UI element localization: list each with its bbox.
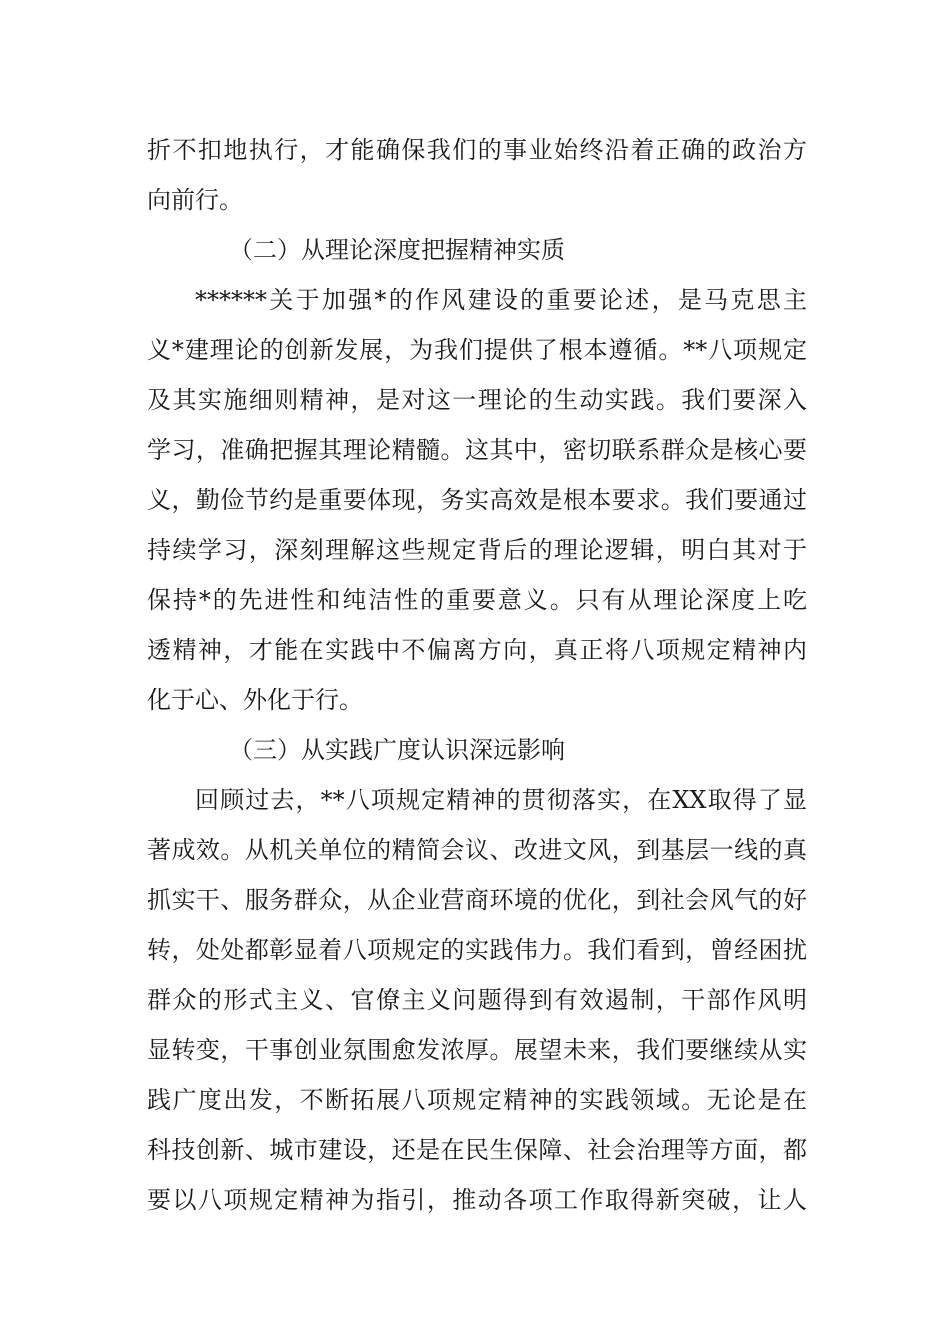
body-text-line: 转，处处都彰显着八项规定的实践伟力。我们看到，曾经困扰 (147, 936, 807, 964)
body-text-line: 持续学习，深刻理解这些规定背后的理论逻辑，明白其对于 (147, 536, 807, 564)
body-text-line: 向前行。 (147, 186, 243, 214)
body-text-line: 保持*的先进性和纯洁性的重要意义。只有从理论深度上吃 (147, 586, 807, 614)
body-text-line: 抓实干、服务群众，从企业营商环境的优化，到社会风气的好 (147, 886, 807, 914)
body-text-line: 回顾过去，**八项规定精神的贯彻落实，在XX取得了显 (195, 786, 807, 814)
body-text-line: 践广度出发，不断拓展八项规定精神的实践领域。无论是在 (147, 1086, 807, 1114)
body-text-line: 要以八项规定精神为指引，推动各项工作取得新突破，让人 (147, 1186, 807, 1214)
body-text-line: 义*建理论的创新发展，为我们提供了根本遵循。**八项规定 (147, 336, 807, 364)
body-text-line: ******关于加强*的作风建设的重要论述，是马克思主 (195, 286, 807, 314)
body-text-line: 折不扣地执行，才能确保我们的事业始终沿着正确的政治方 (147, 136, 807, 164)
section-heading: （二）从理论深度把握精神实质 (229, 236, 565, 264)
body-text-line: 群众的形式主义、官僚主义问题得到有效遏制，干部作风明 (147, 986, 807, 1014)
body-text-line: 化于心、外化于行。 (147, 686, 363, 714)
body-text-line: 科技创新、城市建设，还是在民生保障、社会治理等方面，都 (147, 1136, 807, 1164)
body-text-line: 学习，准确把握其理论精髓。这其中，密切联系群众是核心要 (147, 436, 807, 464)
body-text-line: 义，勤俭节约是重要体现，务实高效是根本要求。我们要通过 (147, 486, 807, 514)
body-text-line: 显转变，干事创业氛围愈发浓厚。展望未来，我们要继续从实 (147, 1036, 807, 1064)
body-text-line: 著成效。从机关单位的精简会议、改进文风，到基层一线的真 (147, 836, 807, 864)
body-text-line: 及其实施细则精神，是对这一理论的生动实践。我们要深入 (147, 386, 807, 414)
section-heading: （三）从实践广度认识深远影响 (229, 736, 565, 764)
body-text-line: 透精神，才能在实践中不偏离方向，真正将八项规定精神内 (147, 636, 807, 664)
